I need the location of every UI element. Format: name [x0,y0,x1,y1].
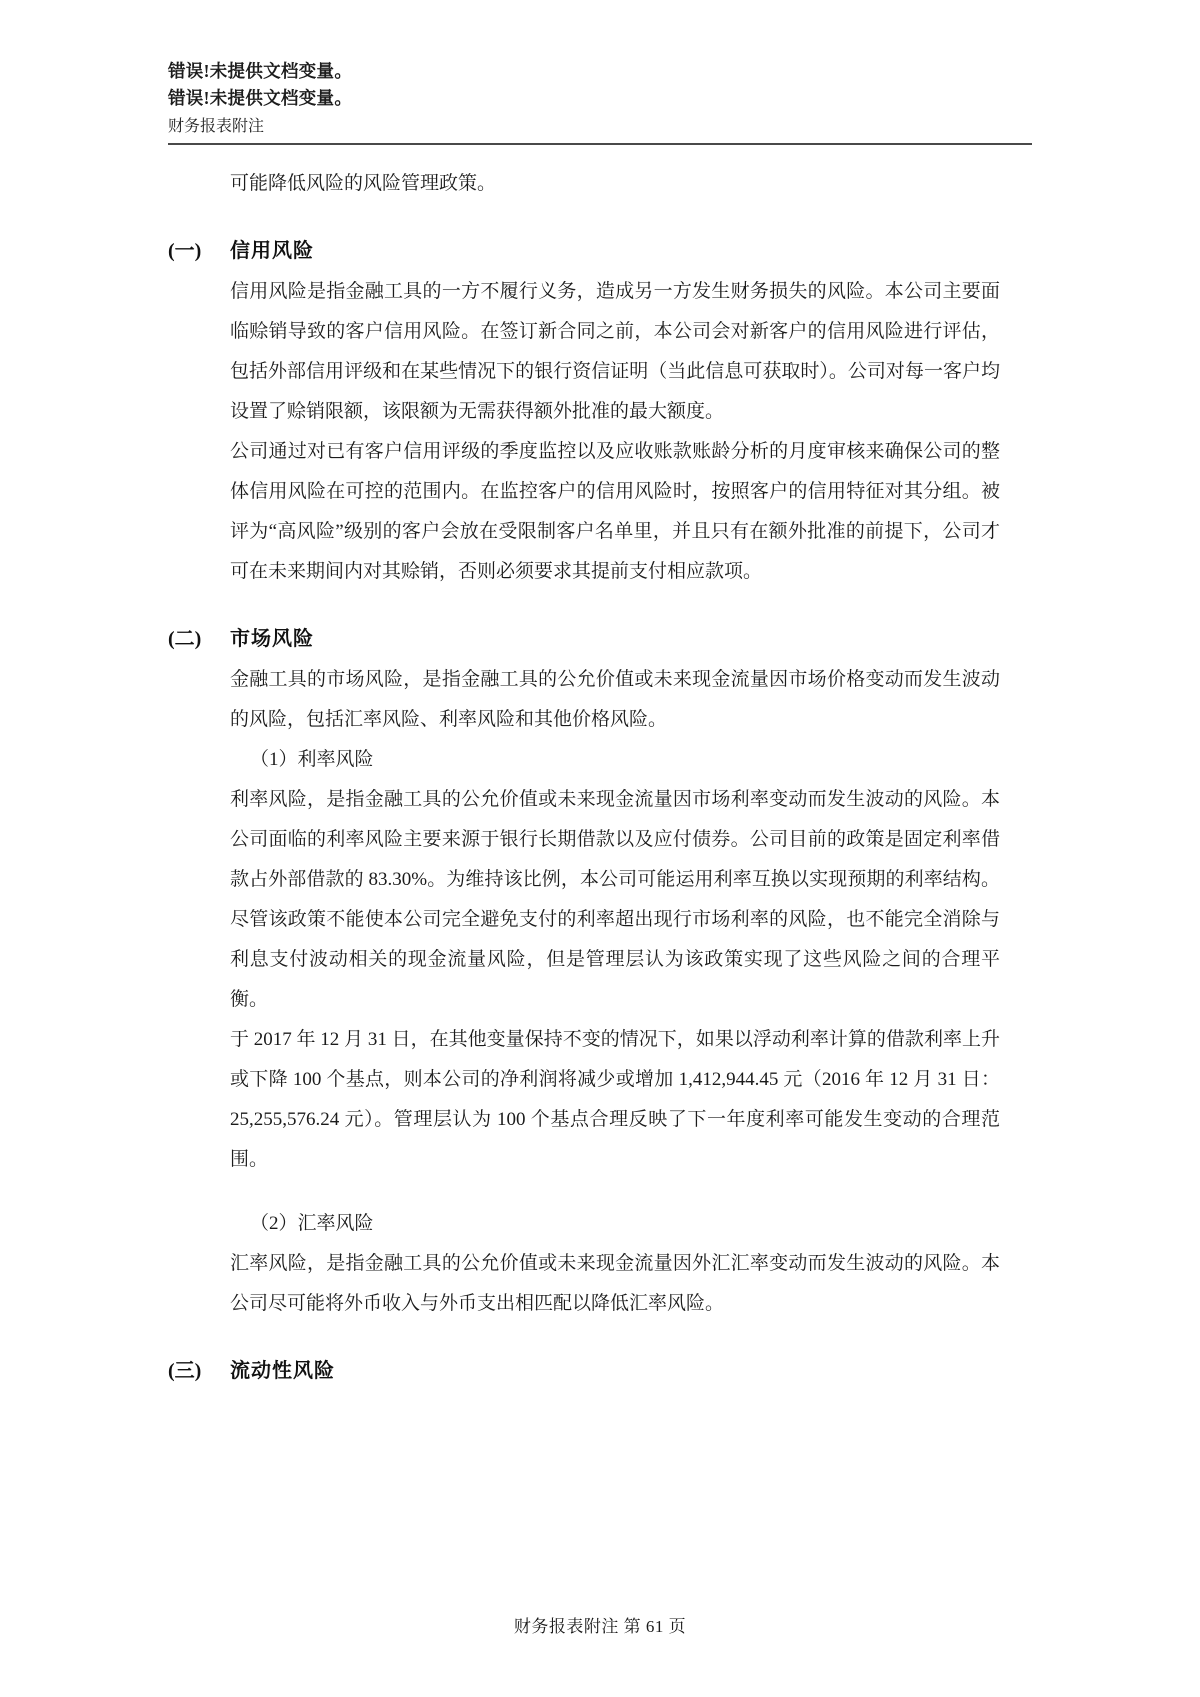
section-heading [168,234,1032,268]
section-number: (二) [168,628,202,650]
paragraph: 利率风险，是指金融工具的公允价值或未来现金流量因市场利率变动而发生波动的风险。本公司面临的利率风险主要来源于银行长期借款以及应付债券。公司目前的政策是固定利率借款占外部借款的 83.30%。为维持该比例，本公司可能运用利率互换以实现预期的利率结构。尽管该政策不能使本公司完全避免支付的利率超出现行市场利率的风险，也不能完全消除与利息支付波动相关的现金流量风险，但是管理层认为该政策实现了这些风险之间的合理平衡。 [230,789,1000,1010]
section-title: 信用风险 [230,240,314,262]
intro-paragraph: 可能降低风险的风险管理政策。 [230,173,497,194]
paragraph: 金融工具的市场风险，是指金融工具的公允价值或未来现金流量因市场价格变动而发生波动的风险，包括汇率风险、利率风险和其他价格风险。 [230,669,1000,730]
subsection-label-interest-rate-risk: （1）利率风险 [250,749,374,770]
paragraph: 于 2017 年 12 月 31 日，在其他变量保持不变的情况下，如果以浮动利率计算的借款利率上升或下降 100 个基点，则本公司的净利润将减少或增加 1,412,944.45 元（2016 年 12 月 31 日：25,255,576.24 元）。管理层认为 100 个基点合理反映了下一年度利率可能发生变动的合理范围。 [230,1029,1000,1170]
section-heading [168,622,1032,656]
section-market-risk [168,622,1032,1324]
section-title: 流动性风险 [230,1360,335,1382]
header-line-2: 错误!未提供文档变量。 [168,88,353,108]
paragraph: 汇率风险，是指金融工具的公允价值或未来现金流量因外汇汇率变动而发生波动的风险。本公司尽可能将外币收入与外币支出相匹配以降低汇率风险。 [230,1253,1000,1314]
document-body [168,160,1032,1392]
section-credit-risk [168,234,1032,592]
header-subtitle: 财务报表附注 [168,118,265,135]
section-heading [168,1354,1032,1388]
section-number: (一) [168,240,202,262]
page-footer: 财务报表附注 第 61 页 [513,1617,687,1636]
section-liquidity-risk [168,1354,1032,1388]
paragraph: 公司通过对已有客户信用评级的季度监控以及应收账款账龄分析的月度审核来确保公司的整体信用风险在可控的范围内。在监控客户的信用风险时，按照客户的信用特征对其分组。被评为“高风险”级别的客户会放在受限制客户名单里，并且只有在额外批准的前提下，公司才可在未来期间内对其赊销，否则必须要求其提前支付相应款项。 [230,441,1000,582]
header-divider [168,143,1032,145]
paragraph: 信用风险是指金融工具的一方不履行义务，造成另一方发生财务损失的风险。本公司主要面临赊销导致的客户信用风险。在签订新合同之前，本公司会对新客户的信用风险进行评估，包括外部信用评级和在某些情况下的银行资信证明（当此信息可获取时）。公司对每一客户均设置了赊销限额，该限额为无需获得额外批准的最大额度。 [230,281,1000,422]
section-title: 市场风险 [230,628,314,650]
subsection-label-exchange-rate-risk: （2）汇率风险 [250,1213,374,1234]
section-number: (三) [168,1360,202,1382]
page-header [168,58,968,140]
header-line-1: 错误!未提供文档变量。 [168,61,353,81]
